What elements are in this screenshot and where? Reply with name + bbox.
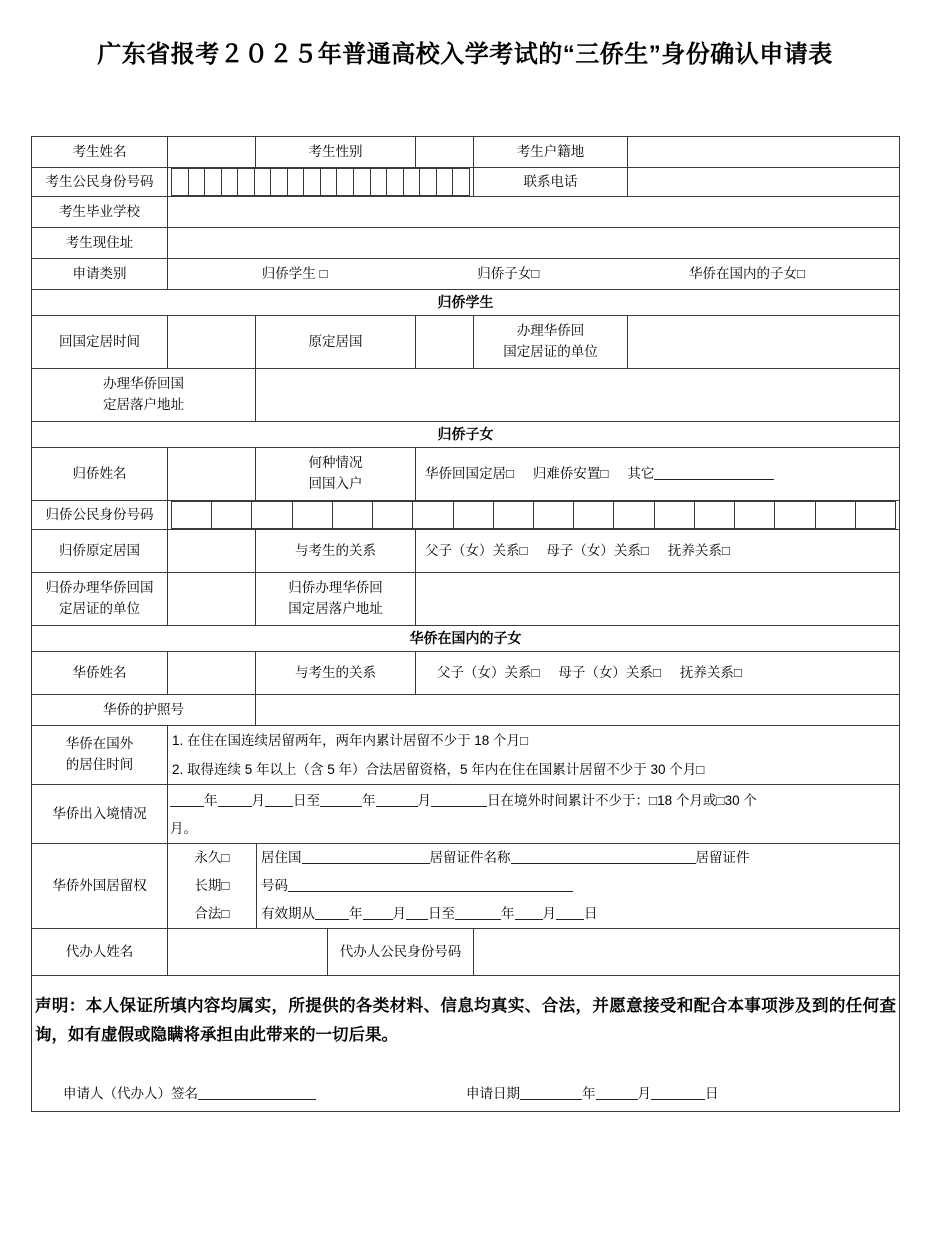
label-returnee-unit-line2: 定居证的单位	[59, 601, 140, 616]
field-return-situation-options	[416, 448, 900, 501]
id-cell[interactable]	[254, 169, 271, 196]
residence-time-option-1[interactable]: 1. 在住在国连续居留两年，两年内累计居留不少于 18 个月□	[172, 733, 529, 748]
label-issuing-unit	[474, 316, 628, 369]
id-cell[interactable]	[403, 169, 420, 196]
id-cell[interactable]	[387, 169, 404, 196]
residency-checkbox-column	[168, 844, 257, 928]
id-cell[interactable]	[221, 169, 238, 196]
residency-valid-day-to-label: 日	[584, 906, 598, 921]
label-returnee-origin-country: 归侨原定居国	[32, 530, 168, 573]
date-year-input-line[interactable]	[520, 1086, 582, 1100]
residency-option-longterm[interactable]: 长期□	[194, 878, 230, 893]
residency-valid-month-from-label: 月	[392, 906, 406, 921]
field-current-address[interactable]	[168, 228, 900, 259]
label-returnee-unit	[32, 573, 168, 626]
table-row-overseas-name-relation	[32, 652, 900, 695]
signature-group	[63, 1084, 316, 1105]
residency-valid-month-to-line[interactable]	[515, 906, 543, 920]
residency-valid-year-from-line[interactable]	[315, 906, 349, 920]
declaration-text: 声明：本人保证所填内容均属实，所提供的各类材料、信息均真实、合法，并愿意接受和配合本事项涉及到的任何查询，如有虚假或隐瞒将承担由此带来的一切后果。	[35, 997, 896, 1044]
section-heading-returnee-children	[32, 422, 900, 448]
date-month-label: 月	[637, 1085, 651, 1101]
field-applicant-gender[interactable]	[416, 137, 474, 168]
section-heading-overseas-children	[32, 626, 900, 652]
label-application-date: 申请日期	[466, 1085, 520, 1101]
residency-valid-year-from-label: 年	[349, 906, 363, 921]
label-return-situation-line1: 何种情况	[308, 455, 363, 471]
id-cell[interactable]	[533, 502, 573, 529]
label-returnee-settle-address	[256, 573, 416, 626]
field-origin-country[interactable]	[416, 316, 474, 369]
field-settle-address[interactable]	[256, 369, 900, 422]
label-applicant-gender: 考生性别	[256, 137, 416, 168]
table-row-applicant-id	[32, 168, 900, 197]
entry-exit-month-to-label: 月	[417, 793, 431, 808]
field-application-category	[168, 259, 900, 290]
residency-option-legal[interactable]: 合法□	[194, 906, 230, 921]
label-overseas-passport: 华侨的护照号	[32, 695, 256, 726]
label-applicant-hukou: 考生户籍地	[474, 137, 628, 168]
id-cell[interactable]	[354, 169, 371, 196]
label-residence-time-line1: 华侨在国外	[65, 736, 134, 752]
id-grid-row	[172, 169, 470, 196]
overseas-relation-option-guardian[interactable]: 抚养关系□	[679, 664, 742, 680]
section-title-overseas-children: 华侨在国内的子女	[32, 626, 900, 652]
residency-doc-suffix-label: 居留证件	[695, 850, 750, 865]
field-returnee-unit[interactable]	[168, 573, 256, 626]
entry-exit-suffix: 日在境外时间累计不少于：□18 个月或□30 个	[487, 793, 757, 808]
table-row-agent	[32, 929, 900, 976]
field-returnee-name[interactable]	[168, 448, 256, 501]
label-residence-time	[32, 726, 168, 785]
entry-exit-month-from-label: 月	[251, 793, 265, 808]
id-cell[interactable]	[271, 169, 288, 196]
residency-valid-to-label: 日至	[428, 906, 455, 921]
entry-exit-year-to-line[interactable]	[320, 793, 362, 807]
label-return-situation	[256, 448, 416, 501]
label-signature: 申请人（代办人）签名	[63, 1085, 198, 1101]
table-row-application-category	[32, 259, 900, 290]
date-year-label: 年	[582, 1085, 596, 1101]
label-returnee-settle-address-line2: 国定居落户地址	[288, 601, 383, 616]
id-cell[interactable]	[453, 169, 470, 196]
signature-row	[35, 1084, 896, 1105]
overseas-relation-option-mother[interactable]: 母子（女）关系□	[558, 664, 662, 680]
table-row-applicant-basic	[32, 137, 900, 168]
field-agent-id[interactable]	[474, 929, 900, 976]
id-cell[interactable]	[614, 502, 654, 529]
label-application-category: 申请类别	[32, 259, 168, 290]
label-residence-time-line2: 的居住时间	[65, 757, 134, 772]
field-contact-phone[interactable]	[628, 168, 900, 197]
application-form-table	[31, 136, 900, 1112]
date-day-label: 日	[705, 1085, 719, 1101]
label-issuing-unit-line2: 国定居证的单位	[503, 344, 598, 359]
section-title-returnee-children: 归侨子女	[32, 422, 900, 448]
entry-exit-line-2: 月。	[170, 821, 197, 836]
signature-input-line[interactable]	[198, 1086, 316, 1100]
id-cell[interactable]	[694, 502, 734, 529]
id-cell[interactable]	[370, 169, 387, 196]
field-returnee-relation-options	[416, 530, 900, 573]
table-row-residence-time	[32, 726, 900, 785]
field-applicant-hukou[interactable]	[628, 137, 900, 168]
residency-valid-month-from-line[interactable]	[363, 906, 393, 920]
label-returnee-name: 归侨姓名	[32, 448, 168, 501]
id-cell[interactable]	[252, 502, 292, 529]
label-returnee-unit-line1: 归侨办理华侨回国	[45, 580, 154, 596]
entry-exit-line-1[interactable]	[170, 786, 896, 816]
id-cell[interactable]	[320, 169, 337, 196]
id-cell[interactable]	[413, 502, 453, 529]
entry-exit-day-to-line[interactable]	[431, 793, 487, 807]
declaration-cell	[32, 976, 900, 1112]
id-cell[interactable]	[735, 502, 775, 529]
id-cell[interactable]	[373, 502, 413, 529]
label-overseas-relation: 与考生的关系	[256, 652, 416, 695]
label-returnee-id: 归侨公民身份号码	[32, 501, 168, 530]
id-cell[interactable]	[453, 502, 493, 529]
label-overseas-name: 华侨姓名	[32, 652, 168, 695]
relation-option-father[interactable]: 父子（女）关系□	[425, 542, 528, 558]
label-origin-country: 原定居国	[256, 316, 416, 369]
label-issuing-unit-line1: 办理华侨回	[516, 323, 585, 339]
residency-detail-column	[257, 844, 899, 928]
residency-doc-name-label: 居留证件名称	[429, 850, 511, 865]
section-heading-returnee-student	[32, 290, 900, 316]
entry-exit-day-from-line[interactable]	[265, 793, 293, 807]
residency-country-label: 居住国	[261, 850, 302, 865]
residency-valid-year-to-line[interactable]	[455, 906, 501, 920]
id-cell[interactable]	[332, 502, 372, 529]
residency-country-input-line[interactable]	[302, 850, 430, 864]
label-contact-phone: 联系电话	[474, 168, 628, 197]
field-returnee-settle-address[interactable]	[416, 573, 900, 626]
category-option-returnee-child[interactable]: 归侨子女□	[477, 265, 540, 281]
label-current-address: 考生现住址	[32, 228, 168, 259]
date-day-input-line[interactable]	[651, 1086, 705, 1100]
table-row-entry-exit	[32, 785, 900, 844]
id-cell[interactable]	[420, 169, 437, 196]
residency-detail-line-1[interactable]	[257, 844, 899, 872]
table-row-returnee-name	[32, 448, 900, 501]
label-entry-exit: 华侨出入境情况	[32, 785, 168, 844]
field-residency-right	[168, 844, 900, 929]
entry-exit-month-to-line[interactable]	[376, 793, 418, 807]
field-applicant-name[interactable]	[168, 137, 256, 168]
label-agent-name: 代办人姓名	[32, 929, 168, 976]
field-returnee-id-grid[interactable]	[168, 501, 900, 530]
entry-exit-year-to-label: 年	[362, 793, 376, 808]
label-agent-id: 代办人公民身份号码	[328, 929, 474, 976]
field-graduation-school[interactable]	[168, 197, 900, 228]
entry-exit-year-from-label: 年	[204, 793, 218, 808]
label-returnee-relation: 与考生的关系	[256, 530, 416, 573]
id-cell[interactable]	[436, 169, 453, 196]
residency-detail-line-2[interactable]	[257, 872, 899, 900]
entry-exit-year-from-line[interactable]	[170, 793, 204, 807]
label-return-settle-date: 回国定居时间	[32, 316, 168, 369]
page-title: 广东省报考２０２５年普通高校入学考试的“三侨生”身份确认申请表	[97, 41, 833, 68]
table-row-school	[32, 197, 900, 228]
field-returnee-origin-country[interactable]	[168, 530, 256, 573]
field-overseas-relation-options	[416, 652, 900, 695]
residence-time-option-2[interactable]: 2. 取得连续 5 年以上（含 5 年）合法居留资格，5 年内在住在国累计居留不少于 30 个月□	[172, 762, 705, 777]
id-cell[interactable]	[574, 502, 614, 529]
category-option-overseas-chinese-child[interactable]: 华侨在国内的子女□	[689, 265, 806, 281]
label-residency-right: 华侨外国居留权	[32, 844, 168, 929]
residency-valid-day-from-line[interactable]	[406, 906, 428, 920]
situation-other-input-line[interactable]	[654, 466, 774, 480]
field-residence-time-options	[168, 726, 900, 785]
field-agent-name[interactable]	[168, 929, 328, 976]
residency-valid-month-to-label: 月	[542, 906, 556, 921]
residency-validity-label: 有效期从	[261, 906, 315, 921]
id-cell[interactable]	[292, 502, 332, 529]
table-row-declaration	[32, 976, 900, 1112]
table-row-overseas-passport	[32, 695, 900, 726]
id-cell[interactable]	[815, 502, 855, 529]
label-return-situation-line2: 回国入户	[308, 476, 363, 491]
residency-doc-name-input-line[interactable]	[511, 850, 696, 864]
id-cell[interactable]	[337, 169, 354, 196]
overseas-relation-option-father[interactable]: 父子（女）关系□	[437, 664, 540, 680]
relation-option-guardian[interactable]: 抚养关系□	[667, 542, 730, 558]
situation-option-refugee[interactable]: 归难侨安置□	[532, 465, 609, 481]
residency-detail-line-3[interactable]	[257, 900, 899, 928]
field-issuing-unit[interactable]	[628, 316, 900, 369]
situation-option-settle[interactable]: 华侨回国定居□	[425, 465, 515, 481]
id-cell[interactable]	[287, 169, 304, 196]
relation-option-mother[interactable]: 母子（女）关系□	[546, 542, 650, 558]
label-returnee-settle-address-line1: 归侨办理华侨回	[288, 580, 383, 596]
date-month-input-line[interactable]	[596, 1086, 638, 1100]
id-cell[interactable]	[304, 169, 321, 196]
table-row-returnee-relation	[32, 530, 900, 573]
id-cell[interactable]	[855, 502, 895, 529]
field-overseas-name[interactable]	[168, 652, 256, 695]
id-cell[interactable]	[212, 502, 252, 529]
field-return-settle-date[interactable]	[168, 316, 256, 369]
situation-option-other[interactable]: 其它	[627, 465, 655, 481]
table-row-returnee-student-details	[32, 316, 900, 369]
id-cell[interactable]	[654, 502, 694, 529]
id-cell[interactable]	[188, 169, 205, 196]
label-settle-address	[32, 369, 256, 422]
field-overseas-passport[interactable]	[256, 695, 900, 726]
id-cell[interactable]	[775, 502, 815, 529]
residency-valid-day-to-line[interactable]	[556, 906, 584, 920]
table-row-returnee-unit-address	[32, 573, 900, 626]
id-cell[interactable]	[172, 169, 189, 196]
id-cell[interactable]	[205, 169, 222, 196]
table-row-returnee-id	[32, 501, 900, 530]
label-settle-address-line2: 定居落户地址	[103, 397, 184, 412]
field-entry-exit	[168, 785, 900, 844]
label-applicant-name: 考生姓名	[32, 137, 168, 168]
table-row-current-address	[32, 228, 900, 259]
table-row-settle-address	[32, 369, 900, 422]
label-settle-address-line1: 办理华侨回国	[103, 376, 184, 392]
residency-valid-year-to-label: 年	[501, 906, 515, 921]
date-group	[466, 1084, 719, 1105]
category-option-returnee-student[interactable]: 归侨学生 □	[261, 265, 328, 281]
table-row-residency-right	[32, 844, 900, 929]
label-applicant-id: 考生公民身份号码	[32, 168, 168, 197]
id-cell[interactable]	[493, 502, 533, 529]
entry-exit-month-from-line[interactable]	[218, 793, 252, 807]
residency-option-permanent[interactable]: 永久□	[194, 850, 230, 865]
id-cell[interactable]	[172, 502, 212, 529]
id-cell[interactable]	[238, 169, 255, 196]
residency-number-label: 号码	[261, 878, 288, 893]
field-applicant-id-grid[interactable]	[168, 168, 474, 197]
entry-exit-to-label: 日至	[293, 793, 320, 808]
section-title-returnee-student: 归侨学生	[32, 290, 900, 316]
id-grid-row	[172, 502, 896, 529]
label-graduation-school: 考生毕业学校	[32, 197, 168, 228]
residency-number-input-line[interactable]	[288, 878, 573, 892]
